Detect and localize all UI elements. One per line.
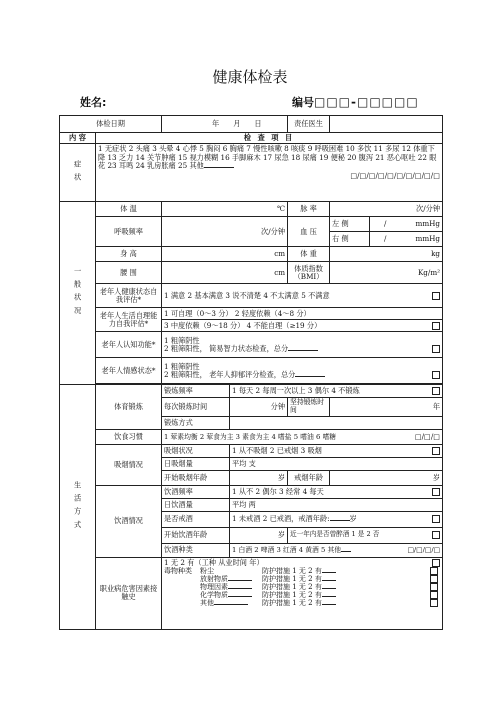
- occupation-hazards: [164, 567, 440, 607]
- waist-label: 腰 围: [96, 262, 162, 284]
- bp-right-label: 右 侧: [330, 232, 370, 247]
- drink-start-label: 开始饮酒年龄: [162, 527, 230, 543]
- protect-other[interactable]: 防护措施 1 无 2 有: [262, 599, 430, 607]
- month-label: 月: [233, 118, 241, 128]
- lifestyle-section-label: 生活方式: [60, 385, 96, 630]
- hazard-dust: 粉尘: [200, 567, 215, 576]
- code-label: 编号: [292, 96, 314, 109]
- day-label: 日: [254, 118, 262, 128]
- poison-kind-label: 毒物种类: [164, 567, 193, 576]
- drink-quit-checkbox[interactable]: [432, 515, 440, 523]
- protect-dust-checkbox[interactable]: [430, 567, 438, 575]
- exercise-freq-checkbox[interactable]: [432, 387, 440, 395]
- protect-chemical[interactable]: 防护措施 1 无 2 有: [262, 591, 430, 599]
- drink-freq-checkbox[interactable]: [432, 488, 440, 496]
- symptoms-cell[interactable]: [96, 144, 443, 202]
- drink-quit-field[interactable]: 1 未戒酒 2 已戒酒，戒酒年龄: 岁: [230, 511, 443, 527]
- weight-label: 体 重: [288, 247, 330, 262]
- general-section-label: 一般状况: [60, 202, 96, 385]
- health-self-label: 老年人健康状态自我评估*: [96, 284, 162, 308]
- exercise-freq-label: 锻炼频率: [162, 385, 230, 398]
- drink-daily-label: 日饮酒量: [162, 498, 230, 511]
- diet-field[interactable]: 1 荤素均衡 2 荤食为主 3 素食为主 4 嗜盐 5 嗜油 6 嗜糖 □/□/□: [162, 429, 443, 444]
- resp-field[interactable]: 次/分钟: [162, 217, 288, 247]
- height-field[interactable]: cm: [162, 247, 288, 262]
- height-label: 身 高: [96, 247, 162, 262]
- exam-date-field[interactable]: [162, 116, 288, 133]
- emotion-label: 老年人情感状态*: [96, 358, 162, 384]
- smoke-status-checkbox[interactable]: [432, 447, 440, 455]
- code-field[interactable]: [292, 94, 419, 110]
- emotion-checkbox[interactable]: [432, 371, 440, 379]
- exercise-time-field[interactable]: 分钟: [230, 398, 288, 417]
- smoke-daily-field[interactable]: 平均 支: [230, 457, 443, 470]
- bp-left-field[interactable]: / mmHg: [370, 217, 443, 232]
- cognition-label: 老年人认知功能*: [96, 332, 162, 358]
- protect-chemical-checkbox[interactable]: [430, 591, 438, 599]
- pulse-label: 脉 率: [288, 202, 330, 217]
- exercise-years-label: 坚持锻炼时间: [288, 398, 330, 417]
- drink-daily-field[interactable]: 平均 两: [230, 498, 443, 511]
- waist-field[interactable]: cm: [162, 262, 288, 284]
- selfcare-option-2[interactable]: 3 中度依赖（9～18 分） 4 不能自理（≥19 分）: [162, 320, 443, 332]
- bp-right-field[interactable]: / mmHg: [370, 232, 443, 247]
- exercise-way-label: 锻炼方式: [162, 416, 230, 429]
- emotion-field[interactable]: 1 粗筛阴性 2 粗筛阳性， 老年人抑郁评分检查，总分: [162, 358, 443, 384]
- symptoms-boxes[interactable]: □/□/□/□/□/□/□/□/□/□: [350, 171, 441, 181]
- content-header: 内 容: [60, 133, 96, 144]
- drink-drunk-checkbox[interactable]: [432, 531, 440, 539]
- check-items-header: 检 查 项 目: [96, 133, 443, 144]
- exercise-label: 体育锻炼: [96, 385, 162, 430]
- health-self-checkbox[interactable]: [432, 292, 440, 300]
- drink-drunk-field[interactable]: 近一年内是否曾醉酒 1 是 2 否: [288, 527, 443, 543]
- selfcare-option-1[interactable]: 1 可自理（0～3 分） 2 轻度依赖（4～8 分）: [162, 308, 443, 320]
- form-title: 健康体检表: [212, 68, 288, 86]
- smoke-daily-label: 日吸烟量: [162, 457, 230, 470]
- symptoms-options: 1 无症状 2 头痛 3 头晕 4 心悸 5 胸闷 6 胸痛 7 慢性咳嗽 8 咳痰 9 呼吸困难 10 多饮 11 多尿 12 体重下降 13 乏力 14 关节肿痛 15 视力模糊 16 手脚麻木 17 尿急 18 尿痛 19 便秘 20 腹泻 21 恶心呕吐 22 眼花 23 耳鸣 24 乳房胀痛 25 其他: [98, 144, 437, 170]
- health-exam-table: [59, 115, 443, 630]
- temp-field[interactable]: ℃: [162, 202, 288, 217]
- exercise-way-field[interactable]: [230, 416, 443, 429]
- exercise-freq-field[interactable]: 1 每天 2 每周一次以上 3 偶尔 4 不锻炼: [230, 385, 443, 398]
- drink-kind-label: 饮酒种类: [162, 543, 230, 557]
- occupation-checkbox[interactable]: [432, 559, 440, 567]
- drink-kind-boxes[interactable]: □/□/□/□: [407, 545, 441, 554]
- drink-quit-label: 是否戒酒: [162, 511, 230, 527]
- doctor-label: 责任医生: [288, 116, 330, 133]
- drink-freq-label: 饮酒频率: [162, 485, 230, 498]
- protect-other-checkbox[interactable]: [430, 599, 438, 607]
- protect-physical[interactable]: 防护措施 1 无 2 有: [262, 583, 430, 591]
- occupation-label: 职业病危害因素接触史: [96, 557, 162, 629]
- smoke-status-label: 吸烟状况: [162, 444, 230, 457]
- hazard-radiation: 放射物质: [200, 575, 262, 583]
- diet-boxes[interactable]: □/□/□: [414, 431, 441, 441]
- selfcare-checkbox[interactable]: [432, 322, 440, 330]
- bmi-field[interactable]: Kg/m²: [330, 262, 443, 284]
- doctor-field[interactable]: [330, 116, 443, 133]
- name-label: 姓名:: [80, 96, 107, 109]
- weight-field[interactable]: kg: [330, 247, 443, 262]
- smoke-quit-label: 戒烟年龄: [288, 470, 330, 485]
- hazard-other: 其他: [200, 599, 262, 607]
- bp-label: 血 压: [288, 217, 330, 247]
- smoke-start-field[interactable]: 岁: [230, 470, 288, 485]
- smoke-quit-field[interactable]: 岁: [330, 470, 443, 485]
- exercise-years-field[interactable]: 年: [330, 398, 443, 417]
- symptoms-section-label: 症状: [60, 144, 96, 202]
- smoke-status-field[interactable]: 1 从不吸烟 2 已戒烟 3 吸烟: [230, 444, 443, 457]
- drink-freq-field[interactable]: 1 从不 2 偶尔 3 经常 4 每天: [230, 485, 443, 498]
- exercise-time-label: 每次锻炼时间: [162, 398, 230, 417]
- cognition-field[interactable]: 1 粗筛阴性 2 粗筛阳性， 简易智力状态检查，总分: [162, 332, 443, 358]
- cognition-checkbox[interactable]: [432, 345, 440, 353]
- pulse-field[interactable]: 次/分钟: [330, 202, 443, 217]
- protect-radiation[interactable]: 防护措施 1 无 2 有: [262, 575, 430, 583]
- protect-dust[interactable]: 防护措施 1 无 2 有: [262, 567, 430, 575]
- smoke-start-label: 开始吸烟年龄: [162, 470, 230, 485]
- bp-left-label: 左 侧: [330, 217, 370, 232]
- drink-start-field[interactable]: 岁: [230, 527, 288, 543]
- hazard-physical: 物理因素: [200, 583, 262, 591]
- resp-label: 呼吸频率: [96, 217, 162, 247]
- year-label: 年: [212, 118, 220, 128]
- health-self-field[interactable]: 1 满意 2 基本满意 3 说不清楚 4 不太满意 5 不满意: [162, 284, 443, 308]
- temp-label: 体 温: [96, 202, 162, 217]
- hazard-chemical: 化学物质: [200, 591, 262, 599]
- bmi-label: 体质指数（BMI）: [288, 262, 330, 284]
- exam-date-label: 体检日期: [60, 116, 162, 133]
- smoking-label: 吸烟情况: [96, 444, 162, 485]
- selfcare-label: 老年人生活自理能力自我评估*: [96, 308, 162, 332]
- drinking-label: 饮酒情况: [96, 485, 162, 557]
- drink-kind-field[interactable]: 1 白酒 2 啤酒 3 红酒 4 黄酒 5 其他 □/□/□/□: [230, 543, 443, 557]
- code-placeholder: □□□-□□□□□: [314, 95, 419, 109]
- diet-label: 饮食习惯: [96, 429, 162, 444]
- occupation-field[interactable]: 1 无 2 有（工种 从业时间 年） 毒物种类 粉尘 防护措施 1 无 2 有 放射物质 防护措施 1 无 2 有 物理因素 防护措施 1 无 2 有 化学物质 防护措施 1 无 2 有 其他 防护措施 1 无 2 有: [162, 557, 443, 629]
- protect-radiation-checkbox[interactable]: [430, 575, 438, 583]
- protect-physical-checkbox[interactable]: [430, 583, 438, 591]
